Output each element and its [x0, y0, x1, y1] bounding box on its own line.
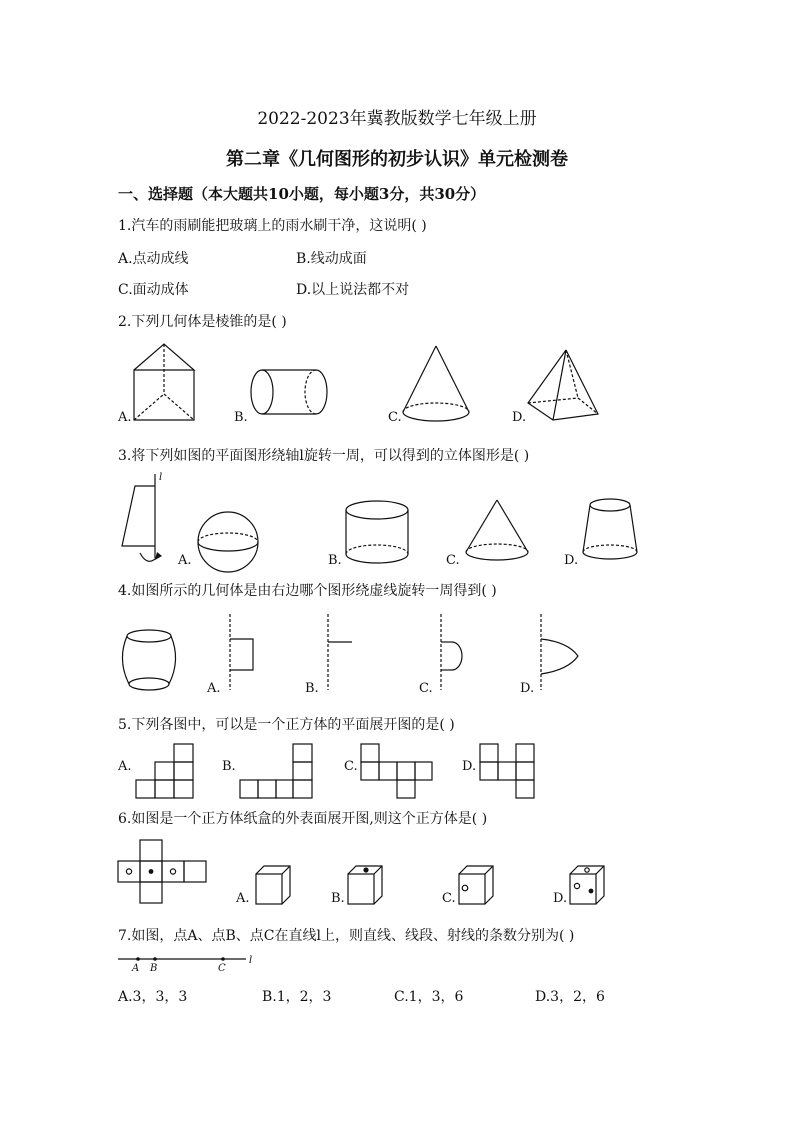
q3-label-d: D.	[564, 553, 579, 568]
triangular-prism-figure	[134, 344, 194, 420]
q3-label-c: C.	[446, 553, 460, 568]
option-a-shape	[230, 614, 253, 690]
cube-a-figure	[256, 866, 290, 904]
question-5-stem: 5.下列各图中，可以是一个正方体的平面展开图的是( )	[118, 717, 455, 733]
q6-label-c: C.	[442, 891, 456, 906]
q6-label-b: B.	[331, 891, 345, 906]
document-title: 2022-2023年冀教版数学七年级上册	[257, 109, 537, 129]
q2-label-a: A.	[118, 410, 132, 425]
question-7-stem: 7.如图，点A、点B、点C在直线l上，则直线、线段、射线的条数分别为( )	[118, 928, 575, 944]
cube-c-figure	[459, 866, 493, 904]
q7-option-a: A.3，3，3	[118, 989, 188, 1005]
question-4-stem: 4.如图所示的几何体是由右边哪个图形绕虚线旋转一周得到( )	[118, 583, 497, 599]
point-a-label: A	[132, 963, 140, 974]
q1-option-c: C.面动成体	[118, 282, 189, 298]
q3-label-a: A.	[178, 553, 192, 568]
net-a-figure	[136, 744, 193, 798]
q2-label-d: D.	[512, 410, 527, 425]
q7-line-figure	[0, 950, 794, 974]
sphere-figure	[198, 512, 258, 572]
net-d-figure	[480, 744, 534, 798]
q1-option-b: B.线动成面	[296, 251, 367, 267]
cylinder-figure	[251, 370, 327, 414]
cube-net-figure	[118, 840, 206, 903]
q5-label-c: C.	[344, 759, 358, 774]
q4-label-c: C.	[419, 681, 433, 696]
q4-label-d: D.	[520, 681, 535, 696]
cube-b-figure	[348, 866, 382, 904]
pyramid-figure	[528, 350, 598, 420]
point-c-label: C	[218, 963, 226, 974]
q7-option-b: B.1，2，3	[262, 989, 332, 1005]
q6-label-d: D.	[553, 891, 568, 906]
q2-label-b: B.	[234, 410, 248, 425]
point-c-dot	[221, 957, 225, 961]
q2-figures	[0, 340, 794, 430]
q5-figures	[0, 742, 794, 802]
q5-label-a: A.	[118, 759, 132, 774]
net-c-figure	[361, 744, 432, 798]
q6-figures	[0, 838, 794, 908]
point-b-label: B	[150, 963, 158, 974]
q6-label-a: A.	[236, 891, 250, 906]
q7-option-d: D.3，2，6	[535, 989, 605, 1005]
line-l-label: l	[249, 955, 253, 966]
point-a-dot	[136, 957, 140, 961]
option-c-shape	[441, 614, 462, 690]
point-b-dot	[153, 957, 157, 961]
question-6-stem: 6.如图是一个正方体纸盒的外表面展开图,则这个正方体是( )	[118, 811, 488, 827]
q4-label-b: B.	[305, 681, 319, 696]
section-heading: 一、选择题（本大题共10小题，每小题3分，共30分）	[118, 185, 486, 203]
option-b-shape	[328, 614, 352, 690]
cone-figure	[403, 346, 469, 421]
trapezoid-with-axis-figure	[122, 472, 162, 561]
cone-upright-figure	[466, 500, 528, 560]
cube-d-figure	[570, 866, 604, 904]
q4-label-a: A.	[207, 681, 221, 696]
cylinder-upright-figure	[346, 501, 408, 563]
q1-option-d: D.以上说法都不对	[296, 282, 410, 298]
question-3-stem: 3.将下列如图的平面图形绕轴l旋转一周，可以得到的立体图形是( )	[118, 448, 530, 464]
option-d-shape	[541, 614, 578, 690]
q1-option-a: A.点动成线	[118, 251, 189, 267]
q2-label-c: C.	[388, 410, 402, 425]
frustum-figure	[583, 499, 637, 559]
q3-axis-label: l	[159, 472, 163, 483]
q7-option-c: C.1，3，6	[394, 989, 464, 1005]
q5-label-b: B.	[222, 759, 236, 774]
q3-label-b: B.	[328, 553, 342, 568]
q3-figures	[0, 470, 794, 570]
q5-label-d: D.	[462, 759, 477, 774]
question-2-stem: 2.下列几何体是棱锥的是( )	[118, 314, 287, 330]
barrel-solid-figure	[122, 630, 175, 690]
net-b-figure	[240, 744, 312, 798]
q4-figures	[0, 612, 794, 692]
question-1-stem: 1.汽车的雨刷能把玻璃上的雨水刷干净，这说明( )	[118, 218, 427, 234]
document-subtitle: 第二章《几何图形的初步认识》单元检测卷	[226, 149, 568, 170]
